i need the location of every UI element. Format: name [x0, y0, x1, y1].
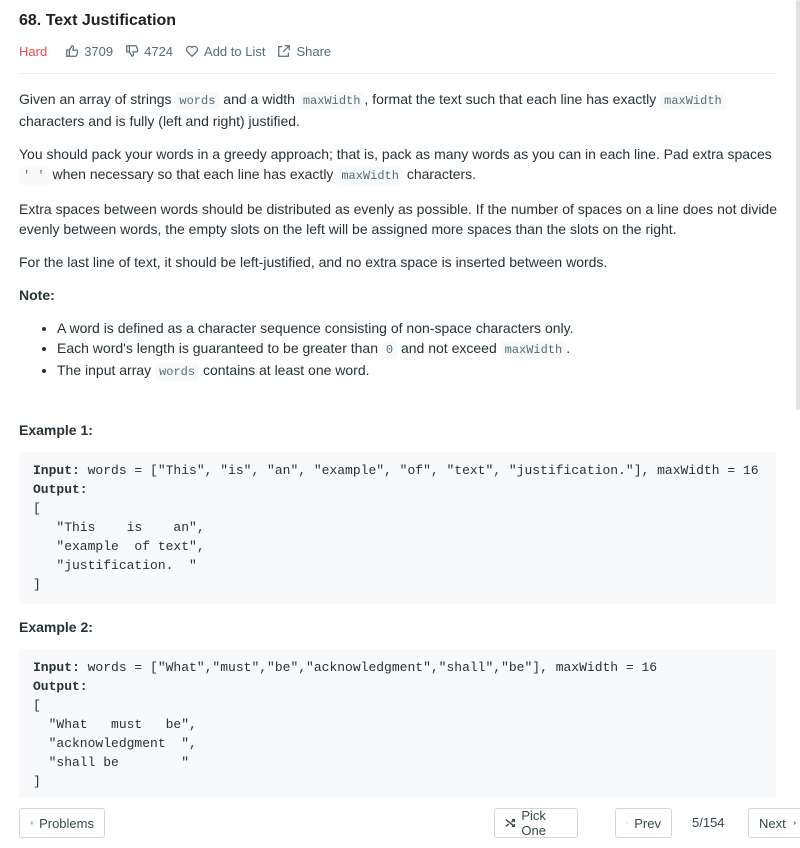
example-input: words = ["What","must","be","acknowledgment","shall","be"], maxWidth = 16	[79, 660, 658, 675]
output-label: Output:	[33, 482, 88, 497]
text: A word is defined as a character sequence consisting of non-space characters only.	[57, 320, 574, 336]
text: .	[566, 340, 571, 356]
text: , format the text such that each line has exactly	[364, 91, 661, 107]
page-counter: 5/154	[692, 815, 725, 830]
paragraph-4: For the last line of text, it should be left-justified, and no extra space is inserted between words.	[19, 254, 608, 270]
text: You should pack your words in a greedy approach; that is, pack as many words as you can in each line. Pad extra spaces	[19, 146, 772, 162]
inline-code: maxWidth	[337, 167, 403, 185]
text: when necessary so that each line has exactly	[48, 166, 338, 182]
difficulty-badge: Hard	[19, 43, 48, 59]
text: contains at least one word.	[199, 362, 370, 378]
dislike-button[interactable]	[125, 44, 173, 59]
pick-one-label: Pick One	[521, 808, 546, 838]
example-1-code-block	[19, 452, 776, 604]
text: Given an array of strings	[19, 91, 176, 107]
text: characters and is fully (left and right) justified.	[19, 113, 300, 129]
heart-icon	[185, 44, 199, 58]
inline-code: words	[175, 92, 219, 110]
shuffle-icon	[505, 817, 515, 829]
list-item	[57, 318, 779, 338]
example-input: words = ["This", "is", "an", "example", "of", "text", "justification."], maxWidth = 16	[79, 463, 759, 478]
thumbs-down-icon	[125, 44, 139, 58]
list-item	[57, 338, 779, 360]
chevron-left-icon	[626, 817, 628, 829]
text: characters.	[402, 166, 477, 182]
paragraph-2	[19, 144, 779, 186]
problem-meta-bar	[19, 42, 343, 60]
problem-title: 68. Text Justification	[19, 12, 177, 29]
next-button[interactable]	[748, 808, 800, 838]
text: and a width	[219, 91, 299, 107]
scrollbar-thumb[interactable]	[796, 0, 800, 410]
inline-code: maxWidth	[501, 341, 567, 359]
problems-label: Problems	[39, 815, 94, 831]
like-count: 3709	[84, 43, 114, 59]
add-to-list-label: Add to List	[204, 43, 266, 59]
share-button[interactable]	[277, 44, 331, 59]
example-output: [ "This is an", "example of text", "justification. " ]	[33, 501, 205, 592]
pick-one-button[interactable]	[494, 808, 578, 838]
problem-nav-footer	[0, 798, 800, 848]
add-to-list-button[interactable]	[185, 44, 265, 59]
prev-label: Prev	[634, 815, 661, 831]
note-heading: Note:	[19, 287, 55, 303]
inline-code: maxWidth	[660, 92, 726, 110]
dislike-count: 4724	[144, 43, 174, 59]
inline-code: 0	[382, 341, 397, 359]
thumbs-up-icon	[65, 44, 79, 58]
header-divider	[19, 73, 776, 74]
paragraph-1	[19, 89, 779, 131]
example-2-code-block	[19, 649, 776, 798]
list-icon	[30, 817, 33, 829]
example-output: [ "What must be", "acknowledgment ", "shall be " ]	[33, 698, 197, 789]
text: and not exceed	[397, 340, 501, 356]
list-item	[57, 360, 779, 382]
notes-list	[57, 318, 779, 382]
output-label: Output:	[33, 679, 88, 694]
problem-statement	[19, 89, 779, 395]
problems-button[interactable]	[19, 808, 105, 838]
share-icon	[277, 44, 291, 58]
share-label: Share	[296, 43, 332, 59]
inline-code: ' '	[19, 167, 49, 185]
example-2-title: Example 2:	[19, 619, 93, 635]
example-1-title: Example 1:	[19, 422, 93, 438]
prev-button[interactable]	[615, 808, 672, 838]
paragraph-3: Extra spaces between words should be distributed as evenly as possible. If the number of spaces on a line does not divide evenly between words, the empty slots on the left will be assigned more spaces than the slots on the right.	[19, 201, 778, 237]
next-label: Next	[759, 815, 786, 831]
input-label: Input:	[33, 660, 80, 675]
like-button[interactable]	[65, 44, 113, 59]
chevron-right-icon	[792, 817, 797, 829]
inline-code: maxWidth	[299, 92, 365, 110]
text: The input array	[57, 362, 156, 378]
text: Each word's length is guaranteed to be greater than	[57, 340, 382, 356]
inline-code: words	[155, 363, 199, 381]
input-label: Input:	[33, 463, 80, 478]
